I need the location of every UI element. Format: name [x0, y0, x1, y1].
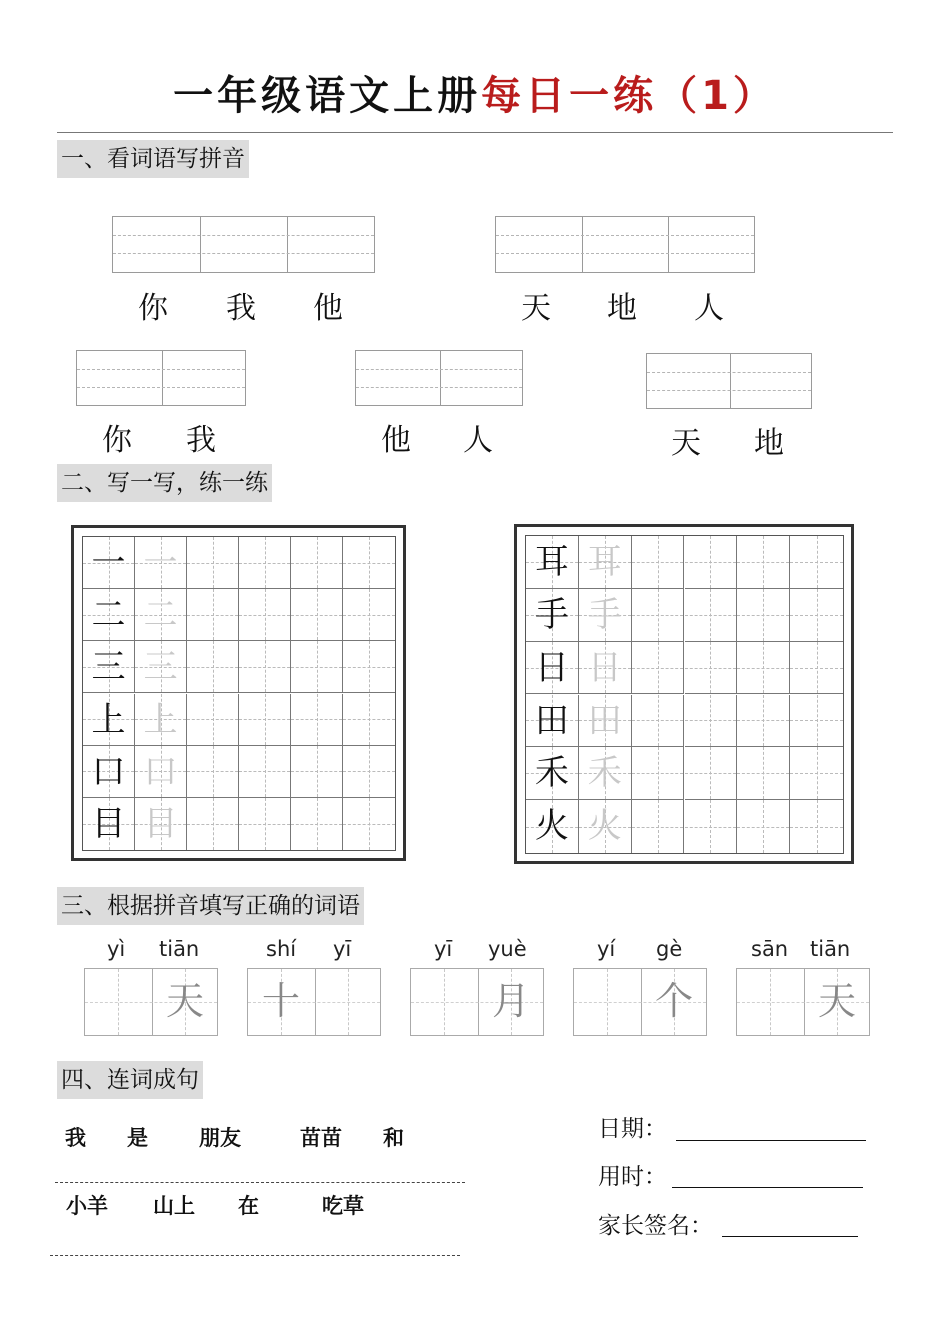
right-grid-cell[interactable]	[632, 589, 685, 642]
practice-grid-right	[514, 524, 854, 864]
left-grid-cell[interactable]	[343, 694, 395, 746]
pinyin-label: yuè	[488, 937, 527, 961]
trace-char: 田	[587, 700, 622, 741]
pinyin-label: gè	[656, 937, 683, 961]
tianzige-box[interactable]	[410, 968, 544, 1036]
word-char: 天	[521, 291, 551, 326]
right-grid-cell	[526, 695, 579, 748]
pinyin-label: yī	[434, 937, 453, 961]
model-char: 口	[91, 751, 126, 792]
date-label: 日期：	[598, 1116, 667, 1142]
left-grid-cell	[83, 798, 135, 850]
right-grid-cell	[579, 695, 632, 748]
left-grid-cell	[83, 537, 135, 589]
trace-char: 三	[143, 647, 178, 688]
right-grid-cell	[579, 642, 632, 695]
word-tile[interactable]: 朋友	[199, 1126, 241, 1150]
right-grid-cell[interactable]	[790, 589, 843, 642]
right-grid-cell[interactable]	[737, 642, 790, 695]
trace-char: 目	[143, 803, 178, 844]
trace-char: 手	[587, 594, 622, 635]
pinyin-box-1[interactable]	[112, 216, 375, 273]
date-field[interactable]	[676, 1140, 866, 1141]
left-grid-cell	[135, 589, 187, 641]
pinyin-box-4[interactable]	[355, 350, 523, 406]
left-grid-cell	[83, 589, 135, 641]
trace-char: 耳	[587, 542, 622, 582]
right-grid-cell	[579, 536, 632, 589]
time-label: 用时：	[598, 1164, 667, 1190]
trace-char: 二	[143, 595, 178, 636]
right-grid-cell[interactable]	[632, 695, 685, 748]
pinyin-box-5[interactable]	[646, 353, 812, 409]
hint-char: 天	[817, 979, 856, 1023]
left-grid-cell[interactable]	[343, 641, 395, 693]
right-grid-cell[interactable]	[737, 589, 790, 642]
pinyin-label: sān	[751, 937, 789, 961]
left-grid-cell[interactable]	[291, 589, 343, 641]
left-grid-cell[interactable]	[239, 537, 291, 589]
right-grid-cell[interactable]	[790, 695, 843, 748]
left-grid-cell[interactable]	[187, 798, 239, 850]
right-grid-cell[interactable]	[685, 800, 738, 853]
left-grid-cell[interactable]	[239, 746, 291, 798]
word-char: 人	[463, 423, 493, 458]
pinyin-label: yī	[333, 937, 352, 961]
page-title	[0, 64, 950, 121]
left-grid-cell	[83, 641, 135, 693]
word-tile[interactable]: 苗苗	[300, 1126, 342, 1150]
right-grid-cell	[579, 800, 632, 853]
right-grid-cell	[526, 589, 579, 642]
section-2-heading: 二、写一写，练一练	[57, 464, 272, 502]
tianzige-box[interactable]	[84, 968, 218, 1036]
tianzige-box[interactable]	[736, 968, 870, 1036]
right-grid-cell[interactable]	[737, 747, 790, 800]
model-char: 火	[534, 806, 569, 847]
trace-char: 禾	[587, 753, 622, 794]
answer-line-2[interactable]	[50, 1255, 460, 1256]
right-grid-cell[interactable]	[632, 642, 685, 695]
trace-char: 火	[587, 806, 622, 847]
hint-char: 十	[261, 979, 300, 1023]
left-grid-cell[interactable]	[291, 537, 343, 589]
pinyin-label: shí	[266, 937, 297, 961]
right-grid-cell[interactable]	[685, 695, 738, 748]
left-grid-cell	[135, 798, 187, 850]
model-char: 田	[534, 700, 569, 741]
word-tile[interactable]: 吃草	[322, 1194, 364, 1218]
right-grid-cell[interactable]	[737, 800, 790, 853]
right-grid-cell	[526, 800, 579, 853]
practice-grid-left	[71, 525, 406, 861]
trace-char: 日	[587, 647, 622, 688]
model-char: 耳	[534, 542, 569, 582]
title-divider	[57, 132, 893, 133]
pinyin-box-2[interactable]	[495, 216, 755, 273]
right-grid-cell	[526, 747, 579, 800]
word-char: 你	[102, 423, 132, 458]
left-grid-cell	[83, 746, 135, 798]
right-grid-cell	[526, 536, 579, 589]
word-tile[interactable]: 和	[383, 1126, 404, 1150]
word-char: 我	[226, 291, 256, 326]
pinyin-label: tiān	[810, 937, 851, 961]
left-grid-cell	[135, 746, 187, 798]
word-char: 他	[313, 291, 343, 326]
left-grid-cell[interactable]	[343, 746, 395, 798]
model-char: 手	[534, 594, 569, 635]
hint-char: 月	[491, 979, 530, 1023]
word-char: 他	[381, 423, 411, 458]
left-grid-cell[interactable]	[343, 798, 395, 850]
word-tile[interactable]: 在	[238, 1194, 259, 1218]
left-grid-cell	[135, 694, 187, 746]
left-grid-cell[interactable]	[343, 589, 395, 641]
left-grid-cell[interactable]	[239, 798, 291, 850]
left-grid-cell[interactable]	[239, 589, 291, 641]
parent-signature-label: 家长签名：	[598, 1213, 713, 1239]
word-char: 地	[754, 426, 784, 461]
right-grid-cell[interactable]	[685, 747, 738, 800]
model-char: 一	[91, 543, 126, 583]
section-1-heading: 一、看词语写拼音	[57, 140, 249, 178]
word-tile[interactable]: 山上	[153, 1194, 195, 1218]
right-grid-cell[interactable]	[632, 536, 685, 589]
pinyin-label: yí	[597, 937, 616, 961]
title-accent: 每日一练（1）	[481, 73, 777, 119]
answer-line-1[interactable]	[55, 1182, 465, 1183]
section-4-heading: 四、连词成句	[57, 1061, 203, 1099]
right-grid-cell	[526, 642, 579, 695]
word-char: 人	[694, 291, 724, 326]
word-char: 天	[671, 426, 701, 461]
right-grid-cell[interactable]	[790, 536, 843, 589]
model-char: 二	[91, 595, 126, 636]
trace-char: 上	[143, 699, 178, 740]
right-grid-cell[interactable]	[737, 536, 790, 589]
tianzige-box[interactable]	[573, 968, 707, 1036]
word-tile[interactable]: 小羊	[66, 1194, 108, 1218]
word-tile[interactable]: 是	[127, 1126, 148, 1150]
right-grid-cell[interactable]	[790, 800, 843, 853]
left-grid-cell[interactable]	[291, 746, 343, 798]
title-main: 一年级语文上册	[173, 73, 482, 119]
word-char: 地	[607, 291, 637, 326]
right-grid-cell[interactable]	[790, 642, 843, 695]
tianzige-box[interactable]	[247, 968, 381, 1036]
trace-char: 一	[143, 543, 178, 583]
word-tile[interactable]: 我	[65, 1126, 86, 1150]
left-grid-cell	[83, 694, 135, 746]
trace-char: 口	[143, 751, 178, 792]
model-char: 三	[91, 647, 126, 688]
model-char: 目	[91, 803, 126, 844]
right-grid-cell	[579, 747, 632, 800]
left-grid-cell	[135, 641, 187, 693]
right-grid-cell[interactable]	[790, 747, 843, 800]
right-grid-cell[interactable]	[737, 695, 790, 748]
pinyin-label: tiān	[159, 937, 200, 961]
pinyin-box-3[interactable]	[76, 350, 246, 406]
parent-signature-field[interactable]	[722, 1236, 858, 1237]
right-grid-cell	[579, 589, 632, 642]
section-3-heading: 三、根据拼音填写正确的词语	[57, 887, 364, 925]
hint-char: 天	[165, 979, 204, 1023]
model-char: 禾	[534, 753, 569, 794]
hint-char: 个	[654, 979, 693, 1023]
word-char: 我	[186, 423, 216, 458]
right-grid-cell[interactable]	[632, 800, 685, 853]
right-grid-cell[interactable]	[685, 536, 738, 589]
right-grid-cell[interactable]	[632, 747, 685, 800]
left-grid-cell	[135, 537, 187, 589]
left-grid-cell[interactable]	[239, 694, 291, 746]
left-grid-cell[interactable]	[239, 641, 291, 693]
left-grid-cell[interactable]	[187, 537, 239, 589]
left-grid-cell[interactable]	[187, 694, 239, 746]
left-grid-cell[interactable]	[291, 694, 343, 746]
left-grid-cell[interactable]	[187, 589, 239, 641]
left-grid-cell[interactable]	[187, 746, 239, 798]
time-field[interactable]	[672, 1187, 863, 1188]
left-grid-cell[interactable]	[187, 641, 239, 693]
word-char: 你	[138, 291, 168, 326]
model-char: 上	[91, 699, 126, 740]
model-char: 日	[534, 647, 569, 688]
pinyin-label: yì	[107, 937, 126, 961]
right-grid-cell[interactable]	[685, 642, 738, 695]
left-grid-cell[interactable]	[343, 537, 395, 589]
left-grid-cell[interactable]	[291, 798, 343, 850]
left-grid-cell[interactable]	[291, 641, 343, 693]
right-grid-cell[interactable]	[685, 589, 738, 642]
